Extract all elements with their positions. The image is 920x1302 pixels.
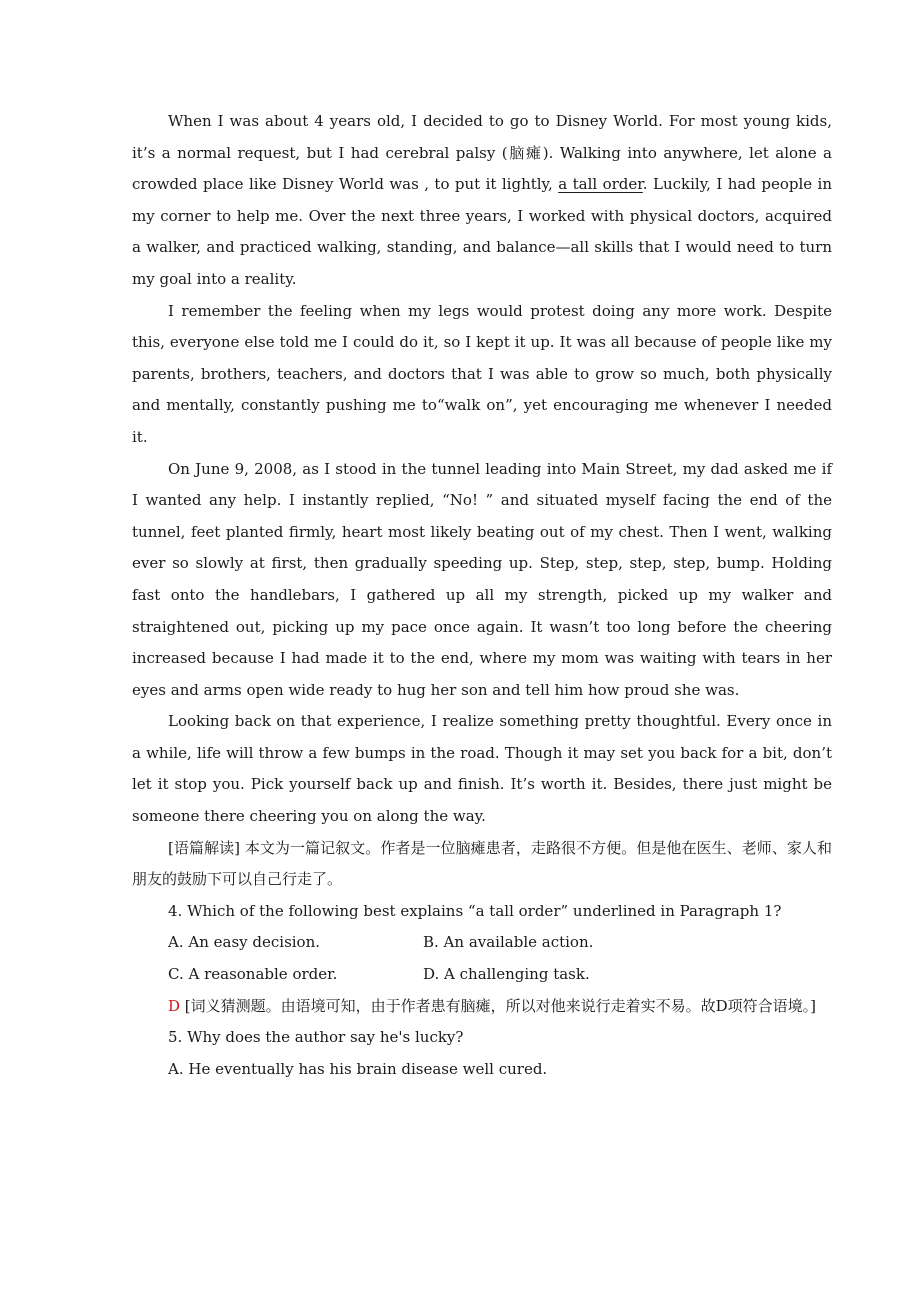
answer-explanation: [词义猜测题。由语境可知，由于作者患有脑瘫，所以对他来说行走着实不易。故D项符合语境。]	[180, 996, 817, 1015]
option-d: D. A challenging task.	[423, 965, 590, 984]
paragraph-2: I remember the feeling when my legs would protest doing any more work. Despite this, everyone else told me I could do it, so I kept it up. It was all because of people like my parents, brothers, teachers, and doctors that I was able to grow so much, both physically and mentally, constantly pushing me to“walk on”, yet encouraging me whenever I needed it.	[132, 301, 832, 446]
option-a: A. An easy decision.	[168, 933, 321, 952]
option-b: B. An available action.	[423, 933, 594, 952]
underlined-phrase: a tall order	[558, 175, 643, 194]
option-c: C. A reasonable order.	[168, 965, 338, 984]
paragraph-3: On June 9, 2008, as I stood in the tunnel leading into Main Street, my dad asked me if I wanted any help. I instantly replied, “No! ” and situated myself facing the end of the tunnel, feet planted firmly, heart most likely beating out of my chest. Then I went, walking ever so slowly at first, then gradually speeding up. Step, step, step, step, bump. Holding fast onto the handlebars, I gathered up all my strength, picked up my walker and straightened out, picking up my pace once again. It wasn’t too long before the cheering increased because I had made it to the end, where my mom was waiting with tears in her eyes and arms open wide ready to hug her son and tell him how proud she was.	[132, 459, 832, 699]
question-4-stem: 4. Which of the following best explains “a tall order” underlined in Paragraph 1?	[168, 901, 782, 920]
paragraph-1: When I was about 4 years old, I decided to go to Disney World. For most young kids, it’s a normal request, but I had cerebral palsy (脑瘫). Walking into anywhere, let alone a crowded place like Disney World was , to put it lightly, a tall order. Luckily, I had people in my corner to help me. Over the next three years, I worked with physical doctors, acquired a walker, and practiced walking, standing, and balance—all skills that I would need to turn my goal into a reality.	[132, 112, 833, 288]
answer-letter: D	[168, 996, 181, 1015]
document-page	[132, 106, 832, 1085]
question-5-option-a: A. He eventually has his brain disease well cured.	[168, 1059, 548, 1078]
passage-analysis: [语篇解读] 本文为一篇记叙文。作者是一位脑瘫患者，走路很不方便。但是他在医生、老师、家人和朋友的鼓励下可以自己行走了。	[132, 838, 832, 889]
paragraph-4: Looking back on that experience, I realize something pretty thoughtful. Every once in a while, life will throw a few bumps in the road. Though it may set you back for a bit, don’t let it stop you. Pick yourself back up and finish. It’s worth it. Besides, there just might be someone there cheering you on along the way.	[132, 712, 832, 826]
question-5-stem: 5. Why does the author say he's lucky?	[168, 1028, 464, 1047]
question-4-options-row-1	[132, 927, 832, 959]
question-4-options-row-2	[132, 959, 832, 991]
question-4-answer	[132, 991, 832, 1023]
